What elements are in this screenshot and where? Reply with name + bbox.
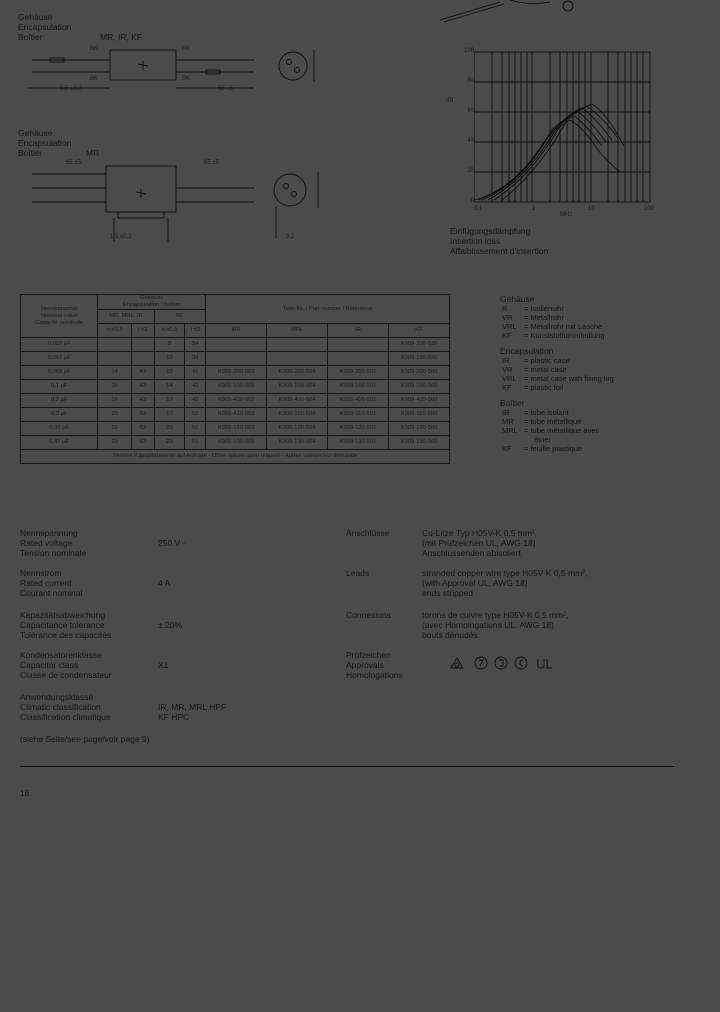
housing2-title (18, 128, 71, 158)
housing2-dim-4: 3,2 (286, 234, 295, 240)
table-footer-row (21, 450, 450, 464)
cell-l1: 43 (131, 366, 154, 380)
housing1-dim-2: BK (182, 46, 191, 52)
table-row (21, 352, 450, 366)
cell-ir: K009-130-501 (328, 436, 389, 450)
graph-y-tick: 100 (463, 48, 474, 54)
header-l1: l ±3 (131, 324, 154, 338)
cell-mr (206, 352, 267, 366)
graph-y-tick: 60 (467, 108, 474, 114)
cell-mr: K009-100-503 (206, 380, 267, 394)
graph-y-tick: 80 (467, 78, 474, 84)
cell-ir (328, 338, 389, 352)
spec-labels: Kondensatorenklasse Capacitor class Classe de condensateur (20, 650, 112, 680)
header-d1: d ±0,5 (98, 324, 131, 338)
housing2-dim-1: 65 ±5 (66, 160, 81, 166)
table-row (21, 422, 450, 436)
sev-mark-icon (474, 656, 488, 670)
graph-x-tick: 10 (588, 206, 595, 212)
housing1-dim-4: BK (182, 76, 191, 82)
cell-cap: 0,1 µF (21, 380, 98, 394)
spec-value: ± 20% (158, 620, 183, 630)
spec-labels: Nennstrom Rated current Courant nominal (20, 568, 83, 598)
header-dim-group-1: MR, MRL, IR (98, 310, 154, 324)
cell-d2: 17 (154, 394, 185, 408)
cell-ir: K009-100-501 (328, 380, 389, 394)
spec-labels: Prüfzeichen Approvals Homologations (346, 650, 403, 680)
housing2-dim-2: 65 ±5 (204, 160, 219, 166)
cell-kf: K009-100-530 (389, 352, 450, 366)
spec-values: IR, MR, MRL HPF KF HPC (158, 702, 227, 722)
table-header-row (21, 295, 450, 310)
cell-cap: 0,33 µF (21, 422, 98, 436)
spec-values: Cu-Litze Typ H05V-K 0,5 mm², (mit Prüfzeichen UL, AWG 18) Anschlussenden abisoliert (422, 528, 538, 558)
cell-d2: 12 (154, 352, 185, 366)
spec-values: stranded copper wire type H05V-K 0,5 mm², (with Approval UL, AWG 18) ends stripped (422, 568, 588, 598)
cell-d2: 14 (154, 380, 185, 394)
housing1-line-en: Encapsulation (18, 22, 72, 32)
table-row (21, 338, 450, 352)
cell-ir: K009-120-501 (328, 422, 389, 436)
cell-l2: 51 (185, 422, 206, 436)
cell-l1 (131, 352, 154, 366)
cell-kf: K009-110-500 (389, 408, 450, 422)
spec-rated-current (20, 568, 320, 598)
spec-leads-de (346, 528, 706, 558)
legend-boitier-title: Boîtier (500, 398, 525, 408)
spec-leads-fr (346, 610, 706, 640)
cell-cap: 0,47 µF (21, 436, 98, 450)
cell-ir: K009-110-501 (328, 408, 389, 422)
graph-y-tick: 0 (470, 198, 474, 204)
graph-y-tick: 40 (467, 138, 474, 144)
cell-d1: 22 (98, 422, 131, 436)
housing1-line-fr: Boîtier (18, 32, 43, 42)
cell-l2: 41 (185, 380, 206, 394)
csa-mark-icon (514, 656, 528, 670)
page-number: 16 (20, 788, 30, 798)
table-footer: Weitere Kapazitätswerte auf Anfrage · Other values upon request · Autres valeurs sur demande (21, 450, 450, 464)
cell-l2: 41 (185, 366, 206, 380)
cell-d2: 20 (154, 422, 185, 436)
cell-mr: K009-410-503 (206, 408, 267, 422)
graph-caption (450, 226, 548, 256)
cell-ir: K009-200-501 (328, 366, 389, 380)
cell-l2: 34 (185, 352, 206, 366)
spec-labels: Anwendungsklasse Climatic classification Classification climatique (20, 692, 111, 722)
cell-kf: K009-200-500 (389, 366, 450, 380)
cell-mr: K009-120-503 (206, 422, 267, 436)
cell-ir: K009-400-501 (328, 394, 389, 408)
cell-cap: 0,022 µF (21, 338, 98, 352)
spec-labels: Nennspannung Rated voltage Tension nominale (20, 528, 87, 558)
housing1-title (18, 12, 71, 42)
cell-mrl: K009-200-504 (267, 366, 328, 380)
cell-l1: 53 (131, 408, 154, 422)
part-number-table (20, 294, 450, 464)
cell-d1: 20 (98, 408, 131, 422)
spec-value: 250 V~ (158, 538, 186, 548)
legend-encaps-item: IR = plastic case (502, 356, 570, 365)
legend-boitier-item: KF = feuille plastique (502, 444, 583, 453)
legend-boitier-item: IR = tube isolant (502, 408, 569, 417)
cell-cap: 0,047 µF (21, 352, 98, 366)
ul-mark-icon (536, 656, 554, 670)
header-capacitance: Nennkapazität Nominal value Capacité nominale (21, 295, 98, 338)
cell-l2: 34 (185, 338, 206, 352)
cell-mrl: K009-110-504 (267, 408, 328, 422)
approval-marks (450, 656, 570, 672)
legend-housing-item: VR = Metallrohr (502, 313, 564, 322)
cell-kf: K009-200-530 (389, 338, 450, 352)
cell-cap: 0,068 µF (21, 366, 98, 380)
cell-l1: 53 (131, 422, 154, 436)
cell-l1: 53 (131, 436, 154, 450)
cell-cap: 0,3 µF (21, 408, 98, 422)
cell-l1 (131, 338, 154, 352)
graph-x-tick: 100 (644, 206, 655, 212)
header-mr: MR (206, 324, 267, 338)
legend-boitier-item: MR = tube métallique (502, 417, 582, 426)
cell-d2: 9 (154, 338, 185, 352)
legend-encaps-item: VR = metal case (502, 365, 567, 374)
cell-mrl: K009-400-504 (267, 394, 328, 408)
cell-l1: 43 (131, 394, 154, 408)
graph-x-tick: 1 (532, 206, 536, 212)
cell-l2: 51 (185, 408, 206, 422)
vde-mark-icon (450, 656, 464, 670)
housing1-dim-1: BK (90, 46, 99, 52)
graph-x-unit: MHz (560, 212, 573, 218)
cell-mrl: K009-100-504 (267, 380, 328, 394)
spec-value: X1 (158, 660, 169, 670)
spec-values: torons de cuivre type H05V-K 0,5 mm², (avec Homologations UL, AWG 18) bouts dénudés (422, 610, 569, 640)
cell-d1: 16 (98, 380, 131, 394)
cell-mr (206, 338, 267, 352)
cell-kf: K009-100-500 (389, 380, 450, 394)
legend-boitier-item-cont: étrier (534, 435, 552, 444)
cell-d1: 16 (98, 394, 131, 408)
housing2-line-fr: Boîtier (18, 148, 43, 158)
spec-value: 4 A (158, 578, 171, 588)
table-row (21, 380, 450, 394)
legend-encaps-item: VRL = metal case with fixing lug (502, 374, 614, 383)
spec-rated-voltage (20, 528, 320, 558)
table-row (21, 408, 450, 422)
cell-l2: 41 (185, 394, 206, 408)
cell-mr: K009-400-503 (206, 394, 267, 408)
cell-l2: 51 (185, 436, 206, 450)
cell-mr: K009-200-503 (206, 366, 267, 380)
spec-capacitor-class (20, 650, 320, 680)
header-d2: d ±0,5 (154, 324, 185, 338)
housing2-types: MR (86, 148, 100, 158)
cell-kf: K009-130-500 (389, 436, 450, 450)
cell-mrl (267, 352, 328, 366)
header-l2: l ±3 (185, 324, 206, 338)
graph-caption-de: Einfügungsdämpfung (450, 226, 531, 236)
header-mrl: MRL (267, 324, 328, 338)
cell-d1 (98, 352, 131, 366)
housing2-dim-3: 1,5 ±0,2 (110, 234, 132, 240)
table-row (21, 394, 450, 408)
cell-mrl: K009-130-504 (267, 436, 328, 450)
table-row (21, 366, 450, 380)
spec-approvals (346, 650, 446, 680)
cell-d2: 17 (154, 408, 185, 422)
spec-label: Leads (346, 568, 370, 578)
legend-boitier-item: MRL = tube métallique avec (502, 426, 600, 435)
graph-y-unit: dB (446, 98, 454, 104)
cell-d2: 22 (154, 436, 185, 450)
housing1-line-de: Gehäuse (18, 12, 53, 22)
table-row (21, 436, 450, 450)
housing1-dim-5: 1,5 ±0,2 (60, 86, 82, 92)
graph-x-tick: 0,1 (474, 206, 483, 212)
see-page-note: (siehe Seite/see page/voir page 9) (20, 734, 150, 744)
legend (500, 294, 710, 453)
spec-climatic (20, 692, 320, 722)
housing2-line-de: Gehäuse (18, 128, 53, 138)
spec-leads-en (346, 568, 706, 598)
insertion-loss-graph (474, 50, 654, 206)
header-ir: IR (328, 324, 389, 338)
cell-kf: K009-400-500 (389, 394, 450, 408)
cell-mrl (267, 338, 328, 352)
footer-rule (20, 766, 674, 767)
legend-housing-title: Gehäuse (500, 294, 535, 304)
housing2-line-en: Encapsulation (18, 138, 72, 148)
header-dim-group-2: KF (154, 310, 206, 324)
graph-y-tick: 20 (467, 168, 474, 174)
spec-label: Anschlüsse (346, 528, 390, 538)
legend-housing-item: KF = Kunststoffummhüllung (502, 331, 605, 340)
cell-mr: K009-130-503 (206, 436, 267, 450)
legend-encaps-item: KF = plastic foil (502, 383, 564, 392)
graph-caption-en: Insertion loss (450, 236, 501, 246)
header-dimensions: Gehäuse Encapsulation / Boîtier (98, 295, 206, 310)
semko-mark-icon (494, 656, 508, 670)
housing1-dim-3: BK (90, 76, 99, 82)
cell-ir (328, 352, 389, 366)
spec-label: Connexions (346, 610, 391, 620)
housing1-dim-6: 65 ±5 (218, 86, 233, 92)
cell-l1: 43 (131, 380, 154, 394)
legend-encaps-title: Encapsulation (500, 346, 554, 356)
cell-cap: 0,2 µF (21, 394, 98, 408)
cell-d2: 12 (154, 366, 185, 380)
legend-housing-item: VRL = Metallrohr mit Lasche (502, 322, 603, 331)
spec-capacitance-tolerance (20, 610, 320, 640)
housing2-drawing (18, 158, 328, 248)
header-part-numbers: Teile-Nr. / Part number / Référence (206, 295, 450, 324)
cell-d1: 14 (98, 366, 131, 380)
legend-housing-item: R = Isolierrohr (502, 304, 564, 313)
header-decoration (440, 0, 580, 24)
cell-d1 (98, 338, 131, 352)
header-kf: KF (389, 324, 450, 338)
graph-caption-fr: Affaiblissement d'insertion (450, 246, 549, 256)
cell-d1: 22 (98, 436, 131, 450)
cell-kf: K009-120-500 (389, 422, 450, 436)
cell-mrl: K009-120-504 (267, 422, 328, 436)
housing1-types: MR, IR, KF (100, 32, 143, 42)
spec-labels: Kapazitätsabweichung Capacitance tolerance Tolérance des capacités (20, 610, 112, 640)
